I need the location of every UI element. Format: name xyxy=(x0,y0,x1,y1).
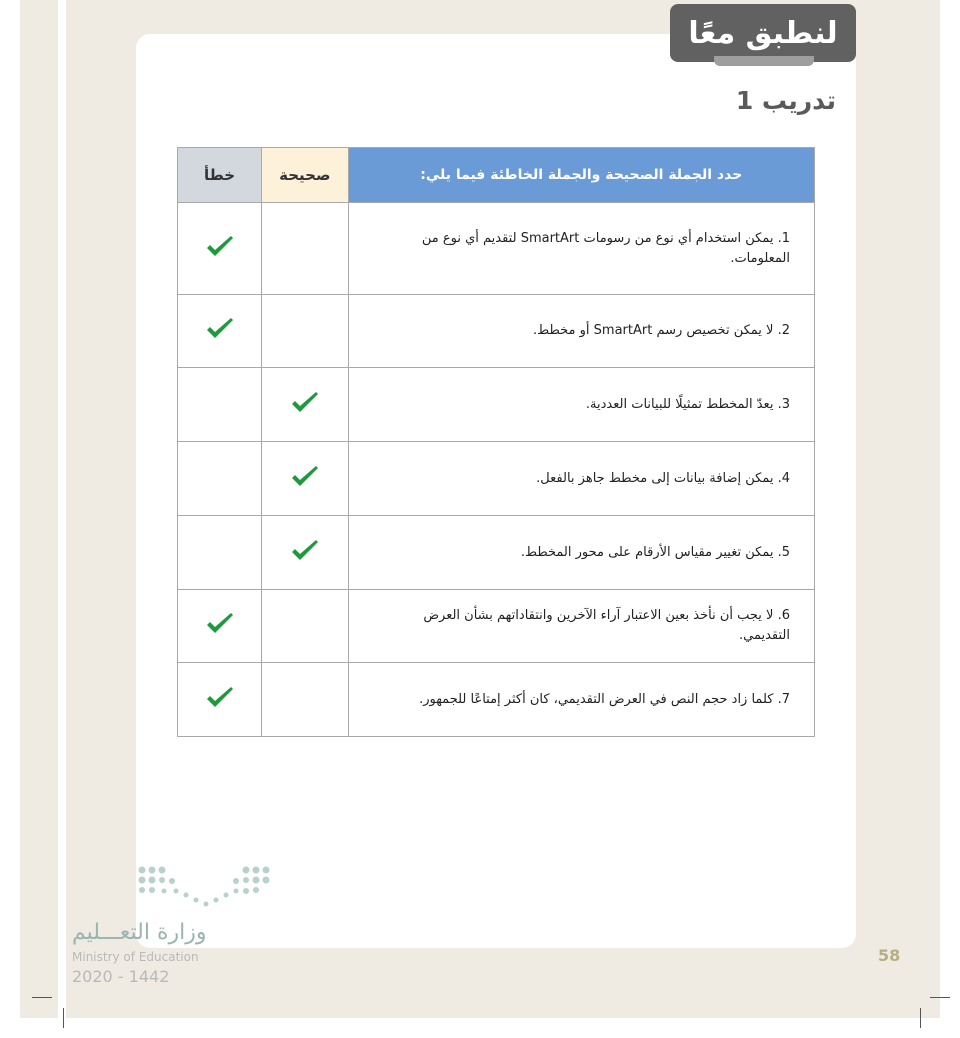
table-row xyxy=(178,368,815,442)
crop-mark xyxy=(930,997,950,998)
page-number: 58 xyxy=(878,946,901,965)
ministry-arabic-name: وزارة التعـــليم xyxy=(72,920,207,945)
wrong-answer-cell xyxy=(178,295,262,368)
title-tab-accent xyxy=(714,56,814,66)
table-row xyxy=(178,203,815,295)
page-margin-strip xyxy=(58,0,66,1018)
wrong-column-header: خطأ xyxy=(178,148,262,203)
exercise-heading: تدريب 1 xyxy=(735,86,836,115)
statement-cell: 5. يمكن تغيير مقياس الأرقام على محور المخطط. xyxy=(348,516,814,590)
check-mark-icon xyxy=(205,686,235,710)
true-false-table xyxy=(177,147,815,737)
check-mark-icon xyxy=(205,612,235,636)
ministry-logo-dots xyxy=(136,864,272,912)
table-row xyxy=(178,590,815,663)
check-mark-icon xyxy=(205,235,235,259)
wrong-answer-cell xyxy=(178,203,262,295)
statement-cell: 3. يعدّ المخطط تمثيلًا للبيانات العددية. xyxy=(348,368,814,442)
wrong-answer-cell xyxy=(178,442,262,516)
check-mark-icon xyxy=(290,391,320,415)
table-row xyxy=(178,442,815,516)
table-row xyxy=(178,663,815,737)
activity-title-tab: لنطبق معًا xyxy=(670,4,856,62)
crop-mark xyxy=(63,1008,64,1028)
table-row xyxy=(178,516,815,590)
correct-answer-cell xyxy=(262,663,348,737)
correct-answer-cell xyxy=(262,368,348,442)
question-column-header: حدد الجملة الصحيحة والجملة الخاطئة فيما يلي: xyxy=(348,148,814,203)
statement-cell: 4. يمكن إضافة بيانات إلى مخطط جاهز بالفعل. xyxy=(348,442,814,516)
check-mark-icon xyxy=(290,539,320,563)
correct-answer-cell xyxy=(262,590,348,663)
correct-answer-cell xyxy=(262,295,348,368)
correct-column-header: صحيحة xyxy=(262,148,348,203)
table-header-row xyxy=(178,148,815,203)
statement-cell: 2. لا يمكن تخصيص رسم SmartArt أو مخطط. xyxy=(348,295,814,368)
ministry-watermark xyxy=(72,864,272,984)
statement-cell: 7. كلما زاد حجم النص في العرض التقديمي، كان أكثر إمتاعًا للجمهور. xyxy=(348,663,814,737)
ministry-english-name: Ministry of Education xyxy=(72,950,199,964)
correct-answer-cell xyxy=(262,516,348,590)
ministry-year: 2020 - 1442 xyxy=(72,967,170,986)
table-row xyxy=(178,295,815,368)
crop-mark xyxy=(920,1008,921,1028)
statement-cell: 1. يمكن استخدام أي نوع من رسومات SmartArt لتقديم أي نوع من المعلومات. xyxy=(348,203,814,295)
wrong-answer-cell xyxy=(178,663,262,737)
wrong-answer-cell xyxy=(178,590,262,663)
correct-answer-cell xyxy=(262,203,348,295)
check-mark-icon xyxy=(205,317,235,341)
crop-mark xyxy=(32,997,52,998)
correct-answer-cell xyxy=(262,442,348,516)
check-mark-icon xyxy=(290,465,320,489)
wrong-answer-cell xyxy=(178,516,262,590)
wrong-answer-cell xyxy=(178,368,262,442)
statement-cell: 6. لا يجب أن نأخذ بعين الاعتبار آراء الآخرين وانتقاداتهم بشأن العرض التقديمي. xyxy=(348,590,814,663)
